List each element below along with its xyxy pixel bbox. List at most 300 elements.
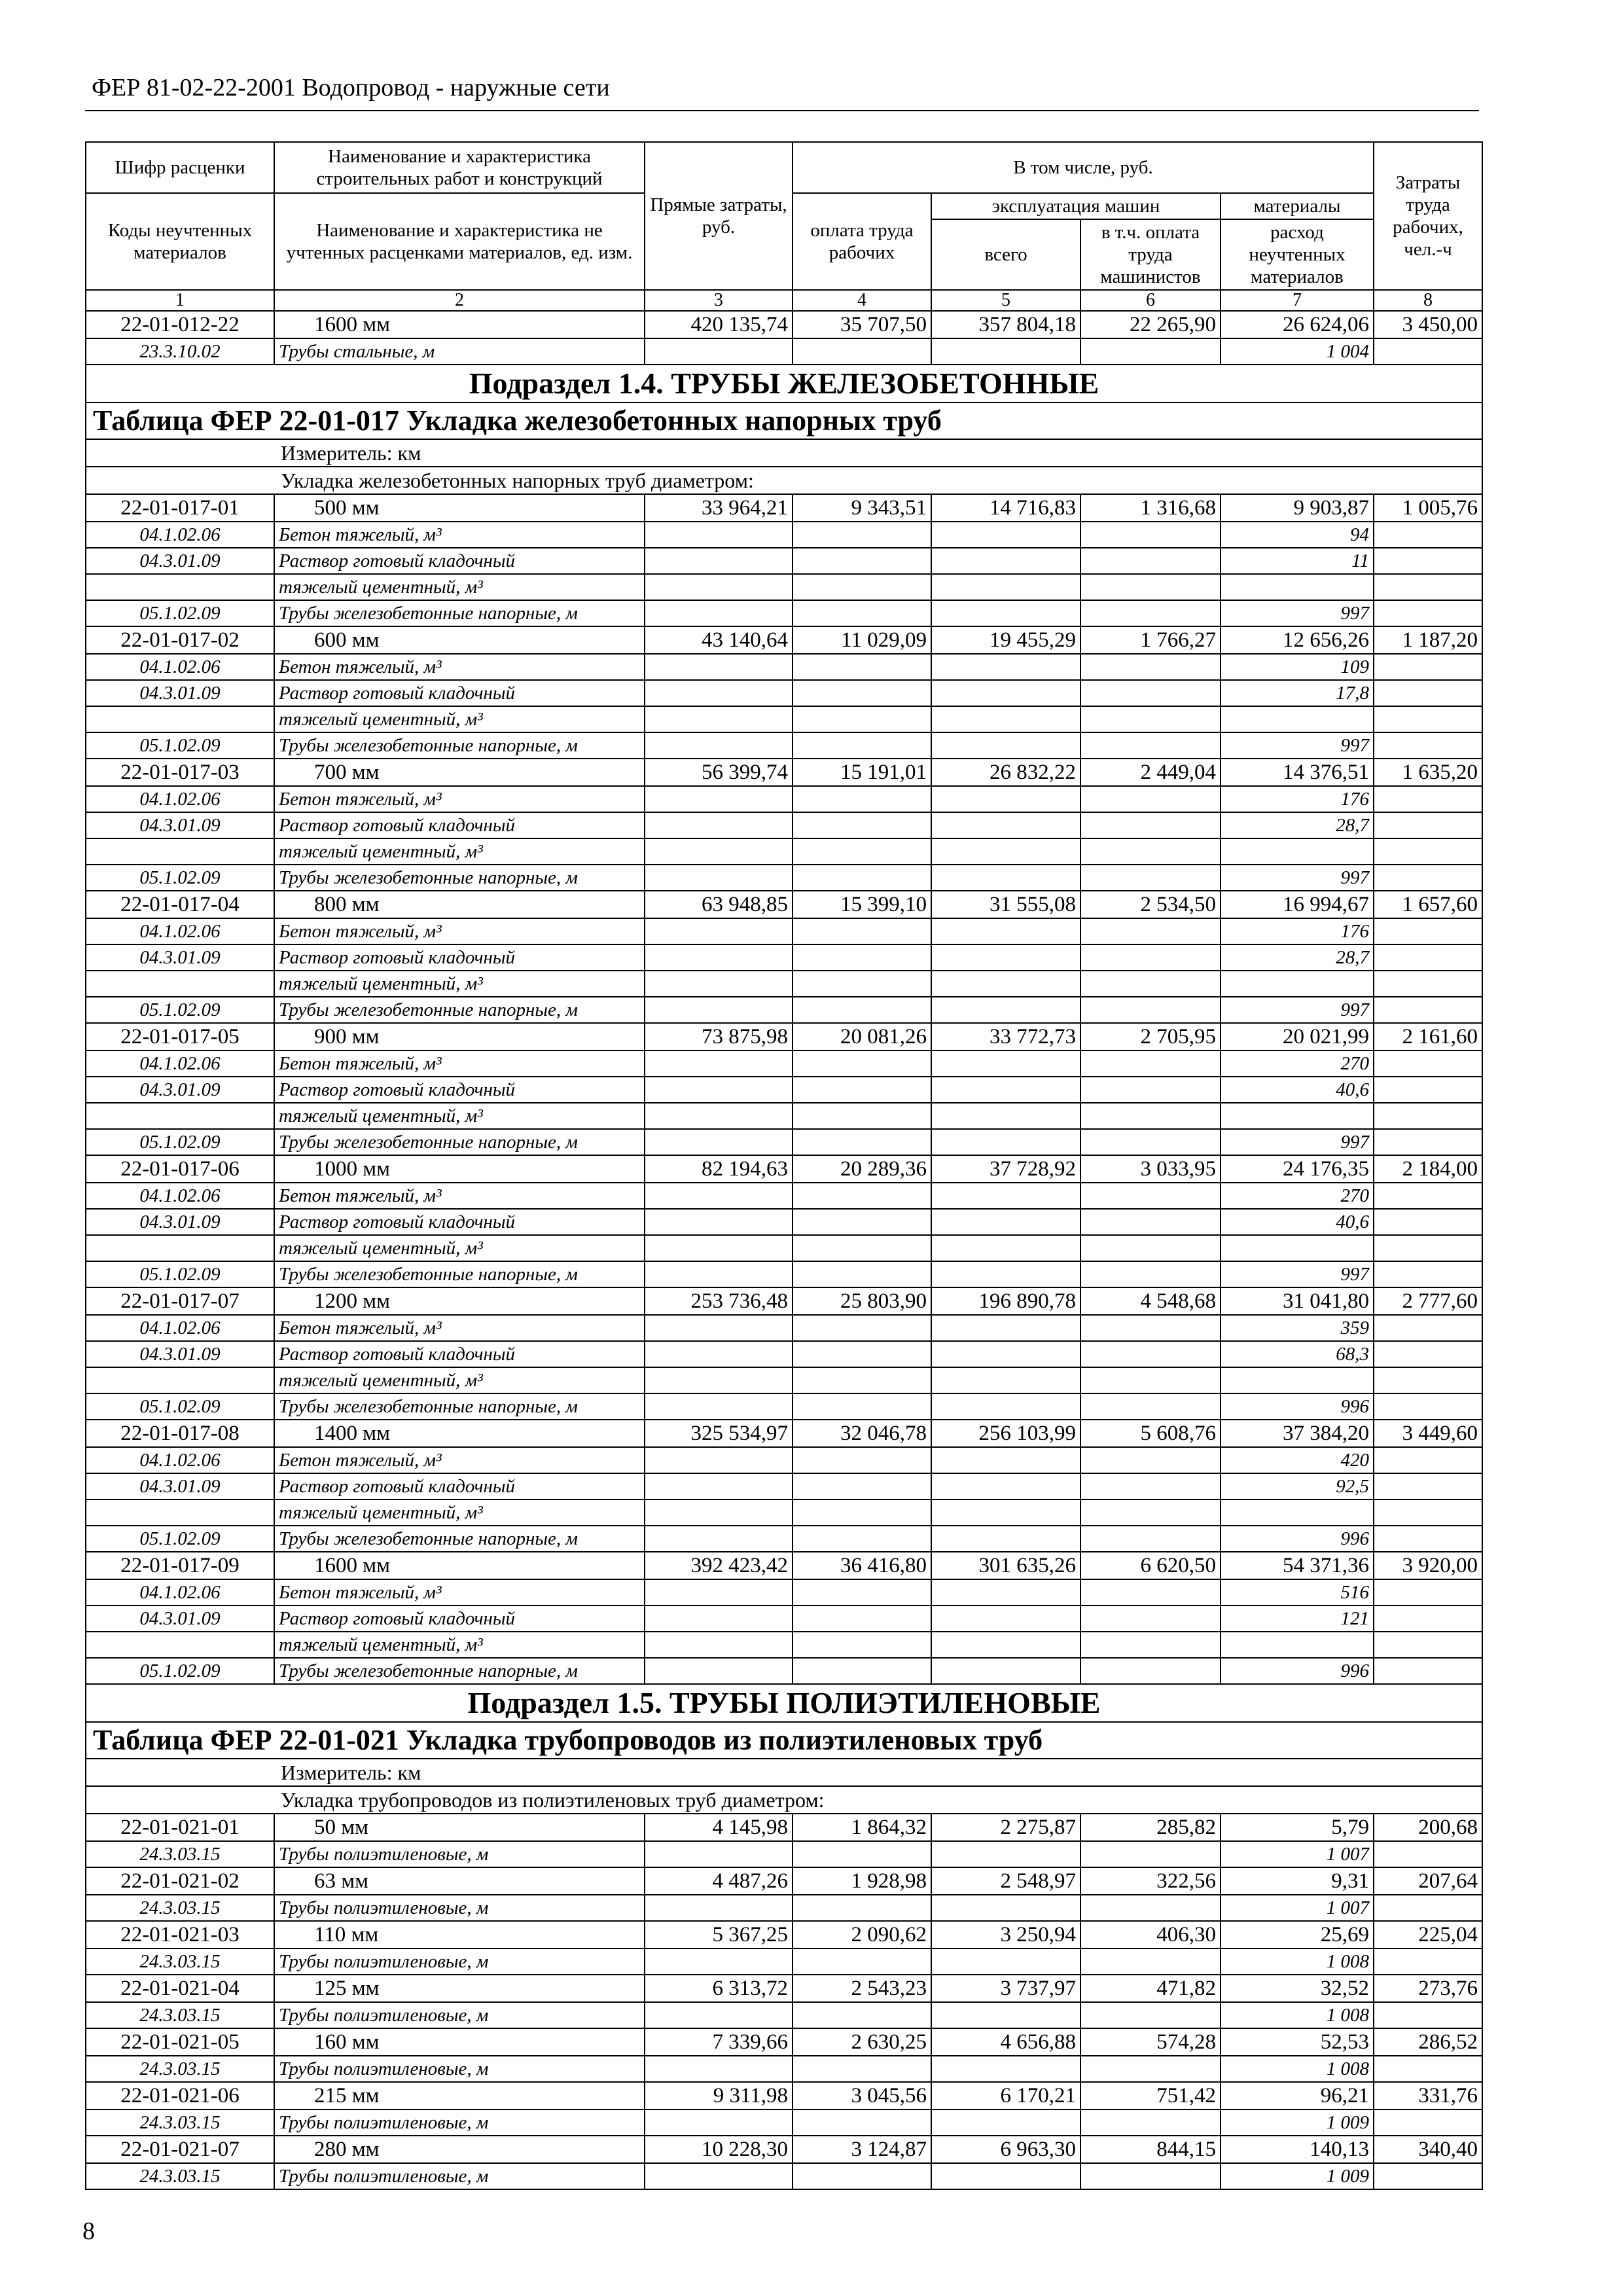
table-title-row [86, 1722, 1482, 1759]
material-name: Трубы железобетонные напорные, м [274, 600, 645, 626]
material-row [86, 838, 1482, 865]
col-num-8: 8 [1374, 290, 1482, 311]
material-row [86, 1183, 1482, 1209]
material-row [86, 680, 1482, 706]
empty-cell [1374, 1948, 1482, 1975]
empty-cell [931, 865, 1080, 891]
material-qty [1221, 706, 1374, 732]
empty-cell [1374, 1841, 1482, 1867]
machine-labor: 22 265,90 [1080, 311, 1221, 338]
materials-cost: 9,31 [1221, 1867, 1374, 1895]
machine-total: 31 555,08 [931, 891, 1080, 918]
empty-cell [793, 1315, 931, 1341]
empty-cell [1080, 865, 1221, 891]
empty-cell [931, 971, 1080, 997]
material-name: Раствор готовый кладочный [274, 1077, 645, 1103]
empty-cell [1080, 1129, 1221, 1155]
material-code: 05.1.02.09 [86, 732, 274, 759]
direct-cost: 4 487,26 [645, 1867, 793, 1895]
labor-pay: 2 630,25 [793, 2028, 931, 2056]
empty-cell [645, 522, 793, 548]
labor-pay: 32 046,78 [793, 1420, 931, 1447]
rate-code: 22-01-017-09 [86, 1552, 274, 1579]
material-qty: 40,6 [1221, 1209, 1374, 1235]
rate-code: 22-01-017-02 [86, 626, 274, 654]
labor-pay: 1 864,32 [793, 1814, 931, 1841]
material-name: Раствор готовый кладочный [274, 1605, 645, 1632]
machine-total: 301 635,26 [931, 1552, 1080, 1579]
labor-hours: 331,76 [1374, 2082, 1482, 2109]
machine-labor: 5 608,76 [1080, 1420, 1221, 1447]
material-name: Трубы железобетонные напорные, м [274, 732, 645, 759]
empty-cell [1080, 2056, 1221, 2082]
rate-name: 63 мм [274, 1867, 645, 1895]
material-qty [1221, 1499, 1374, 1526]
material-name: Раствор готовый кладочный [274, 944, 645, 971]
material-row [86, 1658, 1482, 1684]
empty-cell [1374, 1473, 1482, 1499]
direct-cost: 7 339,66 [645, 2028, 793, 2056]
empty-cell [645, 600, 793, 626]
empty-cell [645, 1948, 793, 1975]
empty-cell [931, 786, 1080, 812]
material-qty: 996 [1221, 1393, 1374, 1420]
empty-cell [793, 2002, 931, 2028]
materials-cost: 5,79 [1221, 1814, 1374, 1841]
labor-pay: 3 124,87 [793, 2136, 931, 2163]
material-row [86, 1895, 1482, 1921]
empty-cell [793, 706, 931, 732]
material-code: 24.3.03.15 [86, 2056, 274, 2082]
empty-cell [645, 1579, 793, 1605]
empty-cell [931, 706, 1080, 732]
empty-cell [1374, 1605, 1482, 1632]
empty-cell [1374, 338, 1482, 365]
empty-cell [1080, 522, 1221, 548]
empty-cell [645, 1605, 793, 1632]
empty-cell [793, 1367, 931, 1393]
material-name: тяжелый цементный, м³ [274, 971, 645, 997]
empty-cell [931, 338, 1080, 365]
rate-code: 22-01-021-06 [86, 2082, 274, 2109]
rate-name: 1400 мм [274, 1420, 645, 1447]
empty-cell [1080, 548, 1221, 574]
materials-cost: 24 176,35 [1221, 1155, 1374, 1183]
empty-cell [1080, 1632, 1221, 1658]
empty-cell [645, 918, 793, 944]
material-qty [1221, 1235, 1374, 1261]
labor-pay: 15 399,10 [793, 891, 931, 918]
empty-cell [793, 1235, 931, 1261]
col-num-2: 2 [274, 290, 645, 311]
empty-cell [793, 1050, 931, 1077]
material-qty: 1 007 [1221, 1895, 1374, 1921]
direct-cost: 9 311,98 [645, 2082, 793, 2109]
empty-cell [1080, 1077, 1221, 1103]
material-name: Бетон тяжелый, м³ [274, 1050, 645, 1077]
machine-labor: 2 705,95 [1080, 1023, 1221, 1050]
material-qty: 1 007 [1221, 1841, 1374, 1867]
empty-cell [793, 654, 931, 680]
material-qty: 68,3 [1221, 1341, 1374, 1367]
empty-cell [793, 1129, 931, 1155]
empty-cell [1374, 600, 1482, 626]
empty-cell [793, 1393, 931, 1420]
material-qty: 176 [1221, 786, 1374, 812]
empty-cell [1374, 2163, 1482, 2189]
empty-cell [86, 1759, 274, 1786]
material-row [86, 1261, 1482, 1287]
materials-cost: 12 656,26 [1221, 626, 1374, 654]
empty-cell [931, 2163, 1080, 2189]
material-code: 04.1.02.06 [86, 1447, 274, 1473]
materials-cost: 20 021,99 [1221, 1023, 1374, 1050]
measure-row [86, 439, 1482, 467]
empty-cell [1080, 1841, 1221, 1867]
empty-cell [645, 1393, 793, 1420]
empty-cell [931, 944, 1080, 971]
empty-cell [1080, 600, 1221, 626]
material-qty: 121 [1221, 1605, 1374, 1632]
empty-cell [645, 865, 793, 891]
rate-name: 160 мм [274, 2028, 645, 2056]
empty-cell [931, 1841, 1080, 1867]
empty-cell [1080, 1447, 1221, 1473]
labor-hours: 286,52 [1374, 2028, 1482, 2056]
labor-hours: 2 777,60 [1374, 1287, 1482, 1315]
empty-cell [793, 918, 931, 944]
empty-cell [1374, 812, 1482, 838]
material-code: 24.3.03.15 [86, 1841, 274, 1867]
materials-cost: 14 376,51 [1221, 759, 1374, 786]
material-qty: 109 [1221, 654, 1374, 680]
material-code [86, 574, 274, 600]
empty-cell [1080, 654, 1221, 680]
empty-cell [1080, 1315, 1221, 1341]
machine-total: 26 832,22 [931, 759, 1080, 786]
empty-cell [931, 680, 1080, 706]
material-code [86, 971, 274, 997]
material-code: 24.3.03.15 [86, 1895, 274, 1921]
rate-row [86, 2028, 1482, 2056]
empty-cell [1080, 997, 1221, 1023]
material-qty: 28,7 [1221, 944, 1374, 971]
empty-cell [793, 838, 931, 865]
material-code: 24.3.03.15 [86, 2002, 274, 2028]
materials-cost: 140,13 [1221, 2136, 1374, 2163]
rate-row [86, 311, 1482, 338]
measure: Измеритель: км [274, 1759, 1482, 1786]
machine-labor: 751,42 [1080, 2082, 1221, 2109]
material-row [86, 1605, 1482, 1632]
material-qty: 270 [1221, 1050, 1374, 1077]
col-num-1: 1 [86, 290, 274, 311]
empty-cell [86, 467, 274, 494]
labor-hours: 207,64 [1374, 1867, 1482, 1895]
empty-cell [1080, 918, 1221, 944]
empty-cell [1374, 2002, 1482, 2028]
direct-cost: 63 948,85 [645, 891, 793, 918]
col-shifr: Шифр расценки [86, 142, 274, 193]
empty-cell [931, 1895, 1080, 1921]
material-qty: 996 [1221, 1526, 1374, 1552]
labor-hours: 3 450,00 [1374, 311, 1482, 338]
empty-cell [1080, 1526, 1221, 1552]
labor-pay: 9 343,51 [793, 494, 931, 522]
empty-cell [1080, 1341, 1221, 1367]
material-qty [1221, 838, 1374, 865]
material-code [86, 706, 274, 732]
material-code: 24.3.03.15 [86, 2109, 274, 2136]
machine-labor: 4 548,68 [1080, 1287, 1221, 1315]
empty-cell [931, 1129, 1080, 1155]
empty-cell [931, 2002, 1080, 2028]
empty-cell [1080, 1473, 1221, 1499]
materials-cost: 31 041,80 [1221, 1287, 1374, 1315]
empty-cell [793, 338, 931, 365]
empty-cell [645, 1261, 793, 1287]
empty-cell [1374, 1447, 1482, 1473]
empty-cell [931, 997, 1080, 1023]
material-row [86, 654, 1482, 680]
machine-labor: 3 033,95 [1080, 1155, 1221, 1183]
machine-labor: 471,82 [1080, 1975, 1221, 2002]
material-code: 24.3.03.15 [86, 1948, 274, 1975]
machine-total: 2 275,87 [931, 1814, 1080, 1841]
material-name: Бетон тяжелый, м³ [274, 1315, 645, 1341]
empty-cell [645, 1841, 793, 1867]
machine-labor: 574,28 [1080, 2028, 1221, 2056]
empty-cell [1080, 1658, 1221, 1684]
machine-total: 6 170,21 [931, 2082, 1080, 2109]
empty-cell [931, 1209, 1080, 1235]
material-qty: 420 [1221, 1447, 1374, 1473]
material-code: 04.3.01.09 [86, 1209, 274, 1235]
empty-cell [1374, 2056, 1482, 2082]
empty-cell [793, 574, 931, 600]
material-name: Раствор готовый кладочный [274, 812, 645, 838]
material-qty [1221, 1103, 1374, 1129]
machine-total: 14 716,83 [931, 494, 1080, 522]
empty-cell [1374, 1632, 1482, 1658]
material-code: 04.3.01.09 [86, 680, 274, 706]
rate-row [86, 891, 1482, 918]
material-name: Трубы железобетонные напорные, м [274, 1393, 645, 1420]
material-code [86, 1235, 274, 1261]
material-code: 04.1.02.06 [86, 654, 274, 680]
empty-cell [1374, 1658, 1482, 1684]
empty-cell [645, 680, 793, 706]
empty-cell [1374, 1895, 1482, 1921]
section-title-row [86, 365, 1482, 403]
material-code: 05.1.02.09 [86, 1526, 274, 1552]
empty-cell [1080, 1605, 1221, 1632]
material-code: 04.1.02.06 [86, 1315, 274, 1341]
empty-cell [645, 1473, 793, 1499]
material-code: 04.1.02.06 [86, 1183, 274, 1209]
rate-code: 22-01-021-07 [86, 2136, 274, 2163]
machine-total: 37 728,92 [931, 1155, 1080, 1183]
machine-labor: 1 316,68 [1080, 494, 1221, 522]
col-vtch: в т.ч. оплата труда машинистов [1080, 219, 1221, 290]
empty-cell [793, 1103, 931, 1129]
labor-pay: 1 928,98 [793, 1867, 931, 1895]
rate-code: 22-01-021-03 [86, 1921, 274, 1948]
empty-cell [793, 812, 931, 838]
material-row [86, 1209, 1482, 1235]
empty-cell [793, 997, 931, 1023]
empty-cell [931, 1235, 1080, 1261]
rate-row [86, 1814, 1482, 1841]
material-code: 04.3.01.09 [86, 548, 274, 574]
material-row [86, 918, 1482, 944]
empty-cell [793, 1261, 931, 1287]
empty-cell [645, 1499, 793, 1526]
empty-cell [1080, 838, 1221, 865]
labor-hours: 3 449,60 [1374, 1420, 1482, 1447]
material-name: Трубы железобетонные напорные, м [274, 865, 645, 891]
labor-pay: 36 416,80 [793, 1552, 931, 1579]
col-num-5: 5 [931, 290, 1080, 311]
material-name: Трубы стальные, м [274, 338, 645, 365]
empty-cell [1374, 1261, 1482, 1287]
material-row [86, 1103, 1482, 1129]
material-row [86, 1447, 1482, 1473]
empty-cell [793, 2056, 931, 2082]
empty-cell [645, 732, 793, 759]
material-name: Трубы полиэтиленовые, м [274, 2056, 645, 2082]
direct-cost: 392 423,42 [645, 1552, 793, 1579]
material-qty: 94 [1221, 522, 1374, 548]
rate-row [86, 1420, 1482, 1447]
labor-pay: 2 543,23 [793, 1975, 931, 2002]
material-qty [1221, 1632, 1374, 1658]
material-row [86, 1841, 1482, 1867]
direct-cost: 56 399,74 [645, 759, 793, 786]
empty-cell [1374, 1579, 1482, 1605]
empty-cell [1374, 732, 1482, 759]
material-code: 04.3.01.09 [86, 1077, 274, 1103]
direct-cost: 5 367,25 [645, 1921, 793, 1948]
rate-row [86, 1023, 1482, 1050]
material-name: Раствор готовый кладочный [274, 680, 645, 706]
empty-cell [645, 1129, 793, 1155]
material-name: тяжелый цементный, м³ [274, 838, 645, 865]
material-code [86, 1499, 274, 1526]
empty-cell [645, 2163, 793, 2189]
rate-code: 22-01-017-01 [86, 494, 274, 522]
material-row [86, 865, 1482, 891]
material-qty: 997 [1221, 865, 1374, 891]
empty-cell [931, 1579, 1080, 1605]
page-header: ФЕР 81-02-22-2001 Водопровод - наружные сети [92, 74, 610, 101]
labor-hours: 340,40 [1374, 2136, 1482, 2163]
machine-labor: 2 449,04 [1080, 759, 1221, 786]
material-qty: 176 [1221, 918, 1374, 944]
material-name: Трубы полиэтиленовые, м [274, 1948, 645, 1975]
labor-hours: 3 920,00 [1374, 1552, 1482, 1579]
material-qty [1221, 1367, 1374, 1393]
empty-cell [1374, 654, 1482, 680]
material-name: Раствор готовый кладочный [274, 548, 645, 574]
rate-name: 110 мм [274, 1921, 645, 1948]
material-row [86, 1129, 1482, 1155]
material-row [86, 944, 1482, 971]
machine-labor: 1 766,27 [1080, 626, 1221, 654]
rate-code: 22-01-012-22 [86, 311, 274, 338]
empty-cell [1374, 838, 1482, 865]
machine-total: 256 103,99 [931, 1420, 1080, 1447]
material-row [86, 2056, 1482, 2082]
col-naim-bottom: Наименование и характеристика не учтенных расценками материалов, ед. изм. [274, 193, 645, 290]
empty-cell [1080, 1895, 1221, 1921]
rate-row [86, 1155, 1482, 1183]
empty-cell [1374, 2109, 1482, 2136]
material-qty: 1 008 [1221, 1948, 1374, 1975]
empty-cell [645, 654, 793, 680]
empty-cell [931, 1605, 1080, 1632]
empty-cell [931, 548, 1080, 574]
empty-cell [1080, 2109, 1221, 2136]
empty-cell [645, 1367, 793, 1393]
material-row [86, 1050, 1482, 1077]
material-row [86, 1077, 1482, 1103]
material-name: Бетон тяжелый, м³ [274, 1447, 645, 1473]
empty-cell [645, 1341, 793, 1367]
col-num-6: 6 [1080, 290, 1221, 311]
empty-cell [1374, 1183, 1482, 1209]
rate-code: 22-01-017-07 [86, 1287, 274, 1315]
materials-cost: 96,21 [1221, 2082, 1374, 2109]
material-name: тяжелый цементный, м³ [274, 706, 645, 732]
empty-cell [931, 1183, 1080, 1209]
rate-name: 125 мм [274, 1975, 645, 2002]
empty-cell [645, 1077, 793, 1103]
empty-cell [931, 1499, 1080, 1526]
rate-name: 50 мм [274, 1814, 645, 1841]
empty-cell [1374, 1315, 1482, 1341]
empty-cell [645, 1447, 793, 1473]
empty-cell [1374, 971, 1482, 997]
material-name: Раствор готовый кладочный [274, 1209, 645, 1235]
material-qty: 270 [1221, 1183, 1374, 1209]
empty-cell [793, 1447, 931, 1473]
empty-cell [645, 338, 793, 365]
empty-cell [645, 1209, 793, 1235]
material-qty: 359 [1221, 1315, 1374, 1341]
empty-cell [793, 1841, 931, 1867]
machine-total: 3 737,97 [931, 1975, 1080, 2002]
material-code: 04.3.01.09 [86, 1473, 274, 1499]
empty-cell [1374, 548, 1482, 574]
material-qty: 1 008 [1221, 2002, 1374, 2028]
empty-cell [645, 1103, 793, 1129]
material-name: тяжелый цементный, м³ [274, 1632, 645, 1658]
empty-cell [793, 732, 931, 759]
materials-cost: 16 994,67 [1221, 891, 1374, 918]
subtitle-row [86, 1786, 1482, 1814]
direct-cost: 420 135,74 [645, 311, 793, 338]
empty-cell [1374, 522, 1482, 548]
rate-row [86, 2082, 1482, 2109]
empty-cell [1374, 1393, 1482, 1420]
material-code: 04.1.02.06 [86, 522, 274, 548]
empty-cell [793, 1209, 931, 1235]
direct-cost: 33 964,21 [645, 494, 793, 522]
empty-cell [645, 812, 793, 838]
empty-cell [1080, 574, 1221, 600]
material-row [86, 1235, 1482, 1261]
